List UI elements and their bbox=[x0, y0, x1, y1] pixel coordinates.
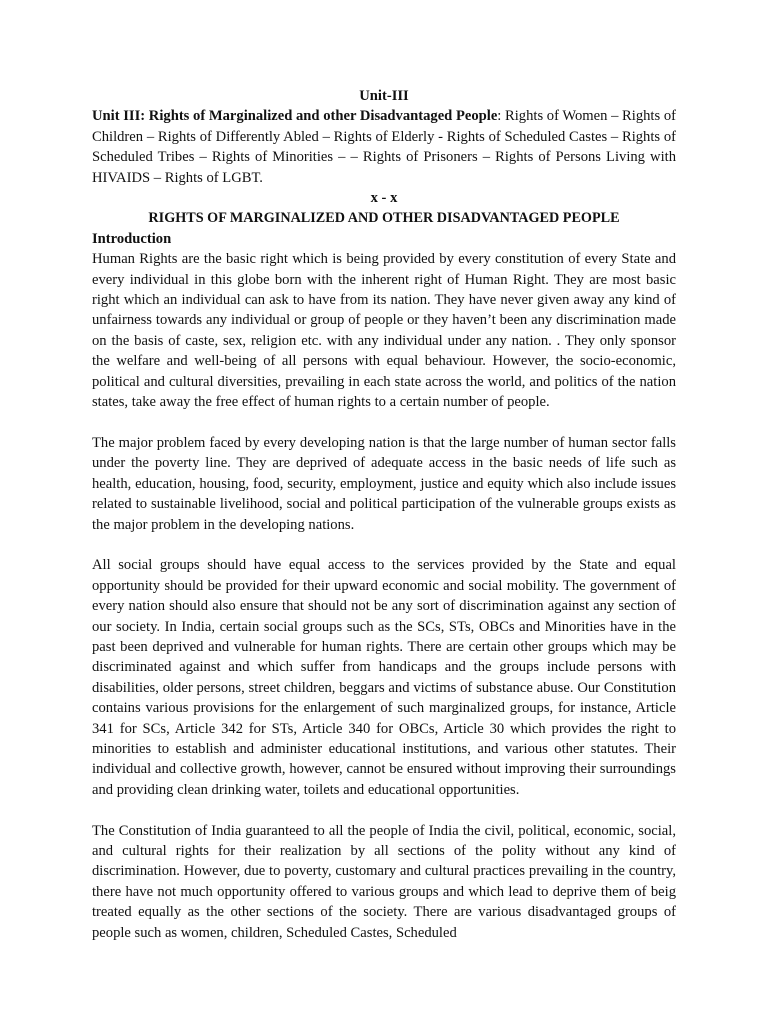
syllabus-title: Unit III: Rights of Marginalized and other Disadvantaged People bbox=[92, 108, 498, 125]
paragraph-1: Human Rights are the basic right which is being provided by every constitution of every State and every individual in this globe born with the inherent right of Human Right. They are most basic right which an individual can ask to have from its nation. They have never given away any kind of unfairness towards any individual or group of people or they haven’t been any discrimination made on the basis of caste, sex, religion etc. with any individual under any nation. . They only sponsor the welfare and well-being of all persons with equal behaviour. However, the socio-economic, political and cultural diversities, prevailing in each state across the world, and politics of the nation states, take away the free effect of human rights to a certain number of people. bbox=[92, 251, 676, 411]
syllabus-text bbox=[92, 106, 676, 188]
paragraph-4: The Constitution of India guaranteed to all the people of India the civil, political, economic, social, and cultural rights for their realization by all sections of the polity without any kind of discrimination. However, due to poverty, customary and cultural practices prevailing in the country, there have not much opportunity offered to various groups and which lead to deprive them of beig treated equally as the other sections of the society. There are various disadvantaged groups of people such as women, children, Scheduled Castes, Scheduled bbox=[92, 822, 676, 941]
paragraph-3: All social groups should have equal access to the services provided by the State and equal opportunity should be provided for their upward economic and social mobility. The government of every nation should also ensure that should not be any sort of discrimination against any section of our society. In India, certain social groups such as the SCs, STs, OBCs and Minorities have in the past been deprived and vulnerable for human rights. There are certain other groups which may be discriminated against and which suffer from handicaps and the groups include persons with disabilities, older persons, street children, beggars and victims of substance abuse. Our Constitution contains various provisions for the enlargement of such marginalized groups, for instance, Article 341 for SCs, Article 342 for STs, Article 340 for OBCs, Article 30 which provides the right to minorities to establish and administer educational institutions, and various other statutes. Their individual and collective growth, however, cannot be ensured without improving their surroundings and providing clean drinking water, toilets and educational opportunities. bbox=[92, 557, 676, 798]
unit-heading: Unit-III bbox=[359, 88, 409, 104]
syllabus-topics: : Rights of Women – Rights of Children – Rights of Differently Abled – Rights of Elderly - Rights of Scheduled Castes – Rights of Scheduled Tribes – Rights of Minorities – – Rights of Prisoners – Rights of Persons Living with HIVAIDS – Rights of LGBT. bbox=[92, 108, 676, 186]
document-page bbox=[92, 86, 676, 963]
section-separator: x - x bbox=[370, 190, 398, 207]
introduction-heading: Introduction bbox=[92, 230, 172, 247]
main-heading: RIGHTS OF MARGINALIZED AND OTHER DISADVANTAGED PEOPLE bbox=[148, 210, 620, 227]
paragraph-2: The major problem faced by every developing nation is that the large number of human sector falls under the poverty line. They are deprived of adequate access in the basic needs of life such as health, education, housing, food, security, employment, justice and equity which also include issues related to sustainable livelihood, social and political participation of the vulnerable groups exists as the major problem in the developing nations. bbox=[92, 434, 676, 533]
